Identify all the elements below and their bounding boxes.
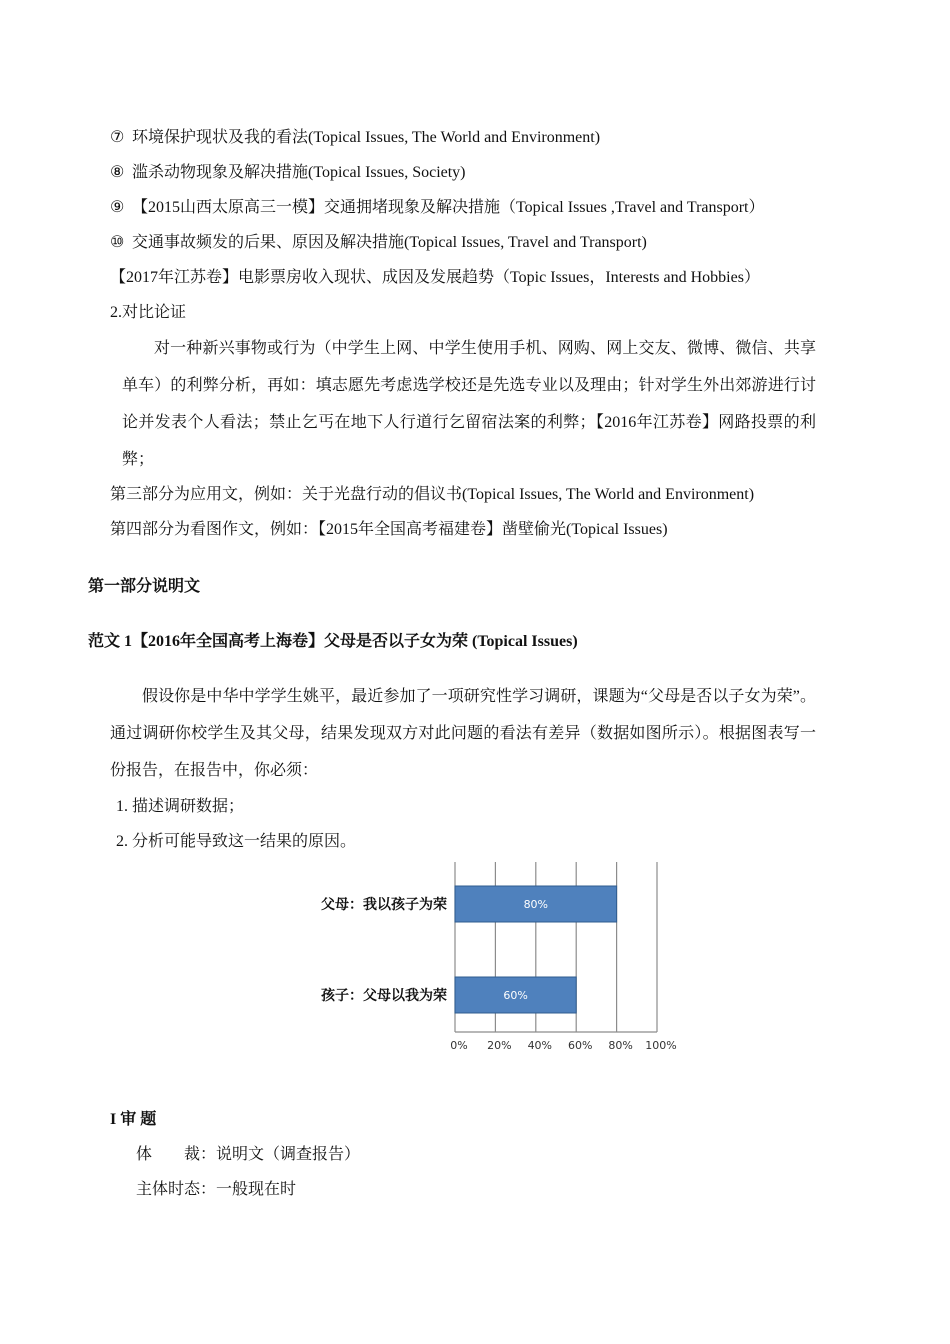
tense-row — [136, 1180, 296, 1200]
part-1-heading: 第一部分说明文 — [88, 578, 201, 595]
requirement-1: 1. 描述调研数据； — [116, 798, 245, 815]
tense-value: 一般现在时 — [216, 1181, 297, 1198]
part-3-text: 第三部分为应用文，例如：关于光盘行动的倡议书(Topical Issues, The World and Environment) — [110, 486, 755, 503]
item-text: 【2015山西太原高三一模】交通拥堵现象及解决措施（Topical Issues ,Travel and Transport） — [132, 199, 765, 216]
tense-label: 主体时态： — [136, 1181, 217, 1198]
x-tick-label: 0% — [450, 1039, 468, 1052]
list-item-8 — [110, 163, 466, 183]
bar-data-label: 60% — [503, 989, 528, 1002]
genre-label: 体 裁： — [136, 1146, 217, 1163]
section-2-heading: 2.对比论证 — [110, 304, 187, 321]
list-item-7 — [110, 128, 600, 148]
category-label: 父母：我以孩子为荣 — [321, 897, 447, 913]
item-number: ⑨ — [110, 199, 125, 216]
item-number: ⑧ — [110, 164, 125, 181]
sample-title: 范文 1【2016年全国高考上海卷】父母是否以子女为荣 (Topical Issues) — [88, 633, 578, 650]
list-item-9 — [110, 198, 765, 218]
x-tick-label: 40% — [527, 1039, 553, 1052]
item-number: ⑩ — [110, 234, 125, 251]
x-tick-label: 80% — [608, 1039, 633, 1052]
survey-bar-chart — [0, 850, 950, 1070]
item-text: 交通事故频发的后果、原因及解决措施(Topical Issues, Travel and Transport) — [132, 234, 647, 251]
item-text: 环境保护现状及我的看法(Topical Issues, The World and Environment) — [132, 129, 601, 146]
genre-row — [136, 1145, 360, 1165]
requirement-2: 2. 分析可能导致这一结果的原因。 — [116, 833, 357, 850]
item-text: 滥杀动物现象及解决措施(Topical Issues, Society) — [132, 164, 466, 181]
bar-data-label: 80% — [523, 898, 549, 911]
section-2-body: 对一种新兴事物或行为（中学生上网、中学生使用手机、网购、网上交友、微博、微信、共享单车）的利弊分析，再如：填志愿先考虑选学校还是先选专业以及理由；针对学生外出郊游进行讨论并发表个人看法；禁止乞丐在地下人行道行乞留宿法案的利弊；【2016年江苏卷】网路投票的利弊； — [122, 340, 816, 468]
item-number: ⑦ — [110, 129, 125, 146]
x-tick-label: 60% — [567, 1039, 593, 1052]
genre-value: 说明文（调查报告） — [216, 1146, 361, 1163]
category-label: 孩子：父母以我为荣 — [321, 988, 447, 1004]
part-4-text: 第四部分为看图作文，例如：【2015年全国高考福建卷】凿壁偷光(Topical Issues) — [110, 521, 668, 538]
x-tick-label: 20% — [487, 1039, 512, 1052]
review-heading: I 审 题 — [110, 1111, 157, 1128]
list-item-2017: 【2017年江苏卷】电影票房收入现状、成因及发展趋势（Topic Issues，Interests and Hobbies） — [110, 269, 760, 286]
x-tick-label: 100% — [645, 1039, 677, 1052]
prompt-paragraph: 假设你是中华中学学生姚平，最近参加了一项研究性学习调研，课题为“父母是否以子女为荣”。通过调研你校学生及其父母，结果发现双方对此问题的看法有差异（数据如图所示）。根据图表写一份报告，在报告中，你必须： — [110, 688, 816, 779]
list-item-10 — [110, 233, 647, 253]
